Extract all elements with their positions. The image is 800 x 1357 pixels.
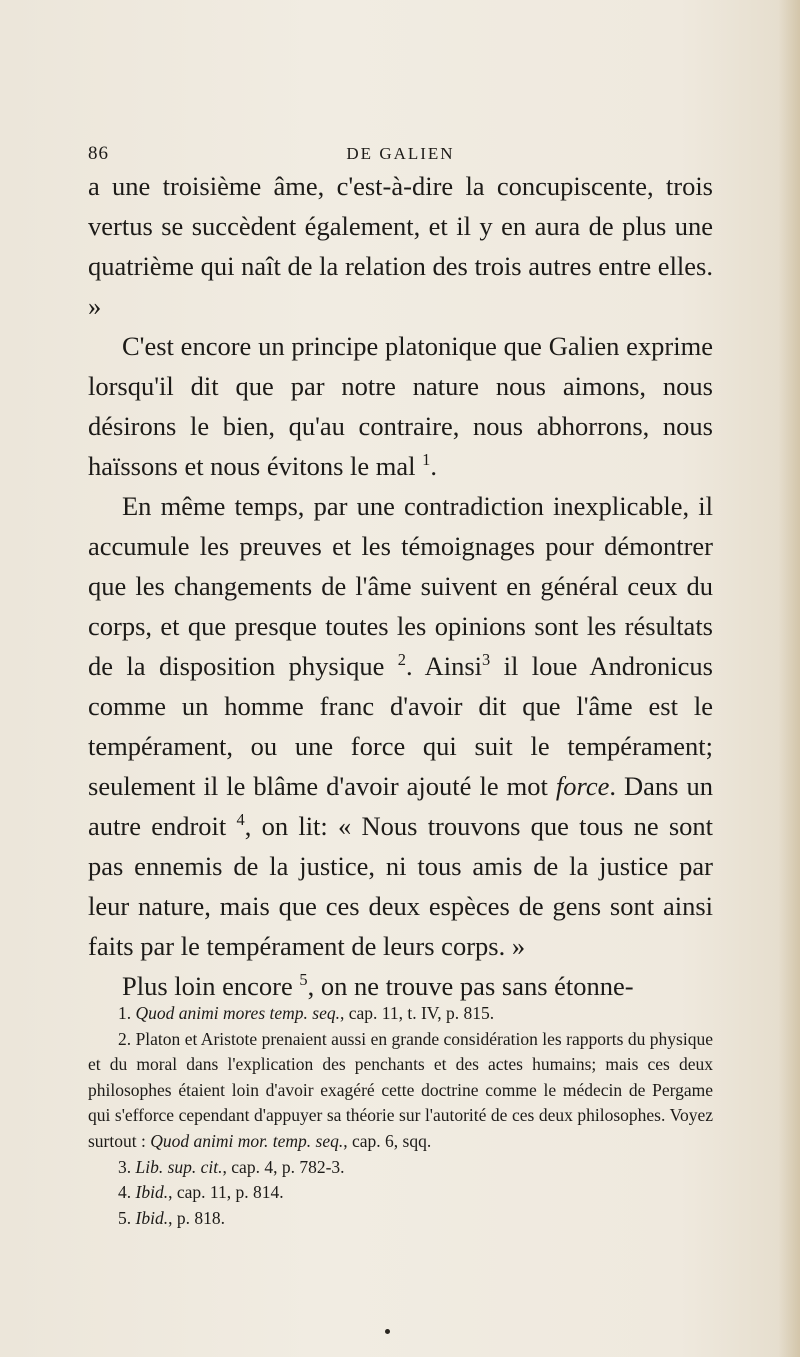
footnote-title: Ibid.: [135, 1207, 169, 1228]
footnotes: [88, 1001, 713, 1231]
footnote-number: 1.: [118, 1003, 132, 1023]
paragraph-3-text-d: . Dans un autre endroit: [88, 771, 713, 841]
footnote-title: Quod animi mores temp. seq.: [135, 1003, 340, 1023]
footnote-1: [88, 1001, 713, 1027]
paragraph-3-text-b: . Ainsi: [406, 651, 483, 681]
paragraph-2-end: .: [430, 451, 438, 481]
paragraph-4-text-a: Plus loin encore: [122, 971, 293, 1001]
footnote-3: [88, 1155, 713, 1181]
paragraph-3: [88, 486, 713, 966]
paragraph-4-text-b: , on ne trouve pas sans étonne-: [307, 971, 634, 1001]
footnote-title: Lib. sup. cit.: [135, 1156, 223, 1177]
footnote-4: [88, 1180, 713, 1206]
footnote-ref-2: 2: [397, 650, 407, 670]
footnote-title: Quod animi mor. temp. seq.: [150, 1130, 344, 1151]
paragraph-3-text-a: En même temps, par une contradiction inexplicable, il accumule les preuves et les témoignages pour démontrer que les changements de l'âme suivent en général ceux du corps, et que presque toutes les opinions sont les résultats de la disposition physique: [88, 491, 713, 681]
page-edge-shadow: [778, 0, 800, 1357]
page-number: 86: [88, 143, 109, 164]
paragraph-3-text-e: , on lit: « Nous trouvons que tous ne sont pas ennemis de la justice, ni tous amis de la justice par leur nature, mais que ces deux espèces de gens sont ainsi faits par le tempérament de leurs corps. »: [88, 811, 714, 961]
footnote-number: 4.: [118, 1182, 132, 1203]
footnote-text: , cap. 11, p. 814.: [168, 1182, 284, 1203]
paragraph-1: a une troisième âme, c'est-à-dire la concupiscente, trois vertus se succèdent également, et il y en aura de plus une quatrième qui naît de la relation des trois autres entre elles. »: [88, 171, 713, 321]
footnote-text: , cap. 11, t. IV, p. 815.: [339, 1003, 495, 1023]
footnote-text: Platon et Aristote prenaient aussi en grande considération les rapports du physique et du moral dans l'explication des penchants et des actes humains; mais ces deux philosophes étaient loin d'avoir exagéré cette doctrine comme le médecin de Pergame qui s'efforce cependant d'appuyer sa théorie sur l'autorité de ces deux philosophes. Voyez surtout :: [88, 1028, 713, 1151]
footnote-ref-1: 1: [422, 450, 431, 470]
footnote-number: 5.: [118, 1207, 132, 1228]
paragraph-4: [88, 966, 713, 1006]
paragraph-2-text: C'est encore un principe platonique que Galien exprime lorsqu'il dit que par notre nature nous aimons, nous désirons le bien, qu'au contraire, nous abhorrons, nous haïssons et nous évitons le mal: [88, 331, 713, 481]
running-head: DE GALIEN: [346, 144, 455, 163]
footnote-ref-3: 3: [482, 650, 491, 670]
ink-dot-mark: [385, 1329, 390, 1334]
paragraph-2: [88, 326, 713, 486]
footnote-number: 3.: [118, 1156, 132, 1177]
italic-word-force: force: [555, 771, 610, 801]
footnote-text: , cap. 4, p. 782-3.: [222, 1156, 345, 1177]
footnote-number: 2.: [118, 1028, 132, 1049]
footnote-text-end: , cap. 6, sqq.: [343, 1130, 432, 1151]
footnote-text: , p. 818.: [168, 1207, 225, 1228]
footnote-5: [88, 1206, 713, 1232]
footnote-2: [88, 1027, 713, 1155]
footnote-title: Ibid.: [135, 1182, 169, 1203]
footnote-ref-5: 5: [299, 970, 308, 990]
footnote-ref-4: 4: [236, 810, 245, 830]
main-text: [88, 166, 713, 1006]
paragraph-3-text-c: il loue Andronicus comme un homme franc d'avoir dit que l'âme est le tempérament, ou une force qui suit le tempérament; seulement il le blâme d'avoir ajouté le mot: [88, 651, 713, 801]
